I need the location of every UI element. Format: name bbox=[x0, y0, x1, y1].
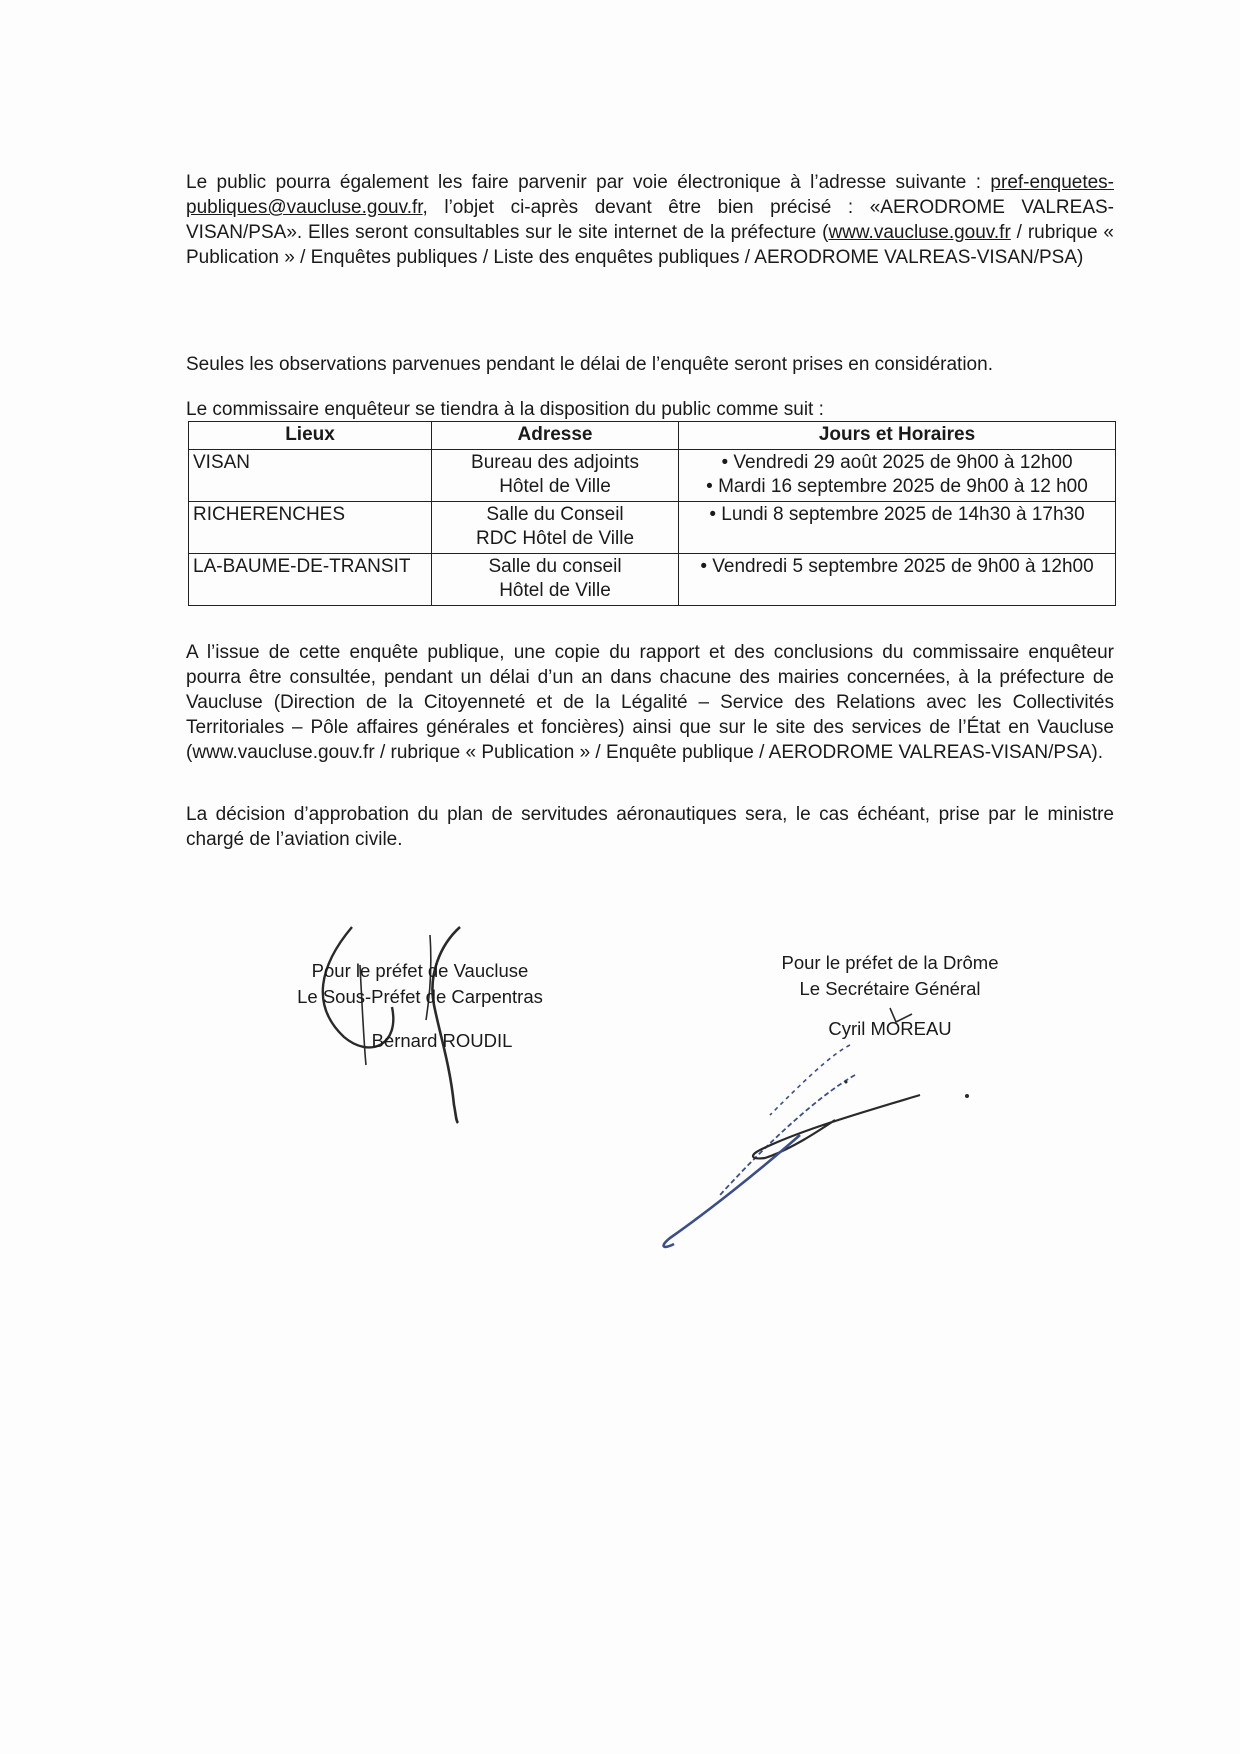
header-horaires: Jours et Horaires bbox=[679, 422, 1116, 450]
signature-right-line1: Pour le préfet de la Drôme bbox=[781, 952, 999, 973]
intro-after-website: / rubrique « Publication » / Enquêtes publiques / Liste des enquêtes publiques / AERODROME VALREAS-VISAN/PSA) bbox=[186, 222, 1114, 268]
address-line: Hôtel de Ville bbox=[499, 580, 611, 601]
table-row bbox=[189, 554, 1116, 606]
email-link[interactable]: pref-enquetes-publiques@vaucluse.gouv.fr bbox=[186, 172, 1114, 218]
hours-line: • Vendredi 5 septembre 2025 de 9h00 à 12h00 bbox=[700, 556, 1094, 577]
website-link[interactable]: www.vaucluse.gouv.fr bbox=[828, 222, 1011, 243]
table-row bbox=[189, 502, 1116, 554]
intro-line1: Le public pourra également les faire parvenir par voie électronique à l’adresse suivante : bbox=[186, 172, 982, 193]
row-place: LA-BAUME-DE-TRANSIT bbox=[189, 554, 432, 606]
row-address bbox=[432, 450, 679, 502]
address-line: Hôtel de Ville bbox=[499, 476, 611, 497]
header-adresse: Adresse bbox=[432, 422, 679, 450]
decision-paragraph: La décision d’approbation du plan de servitudes aéronautiques sera, le cas échéant, prise par le ministre chargé de l’aviation civile. bbox=[186, 804, 1114, 850]
table-row bbox=[189, 450, 1116, 502]
signature-right-name: Cyril MOREAU bbox=[828, 1018, 952, 1039]
commissaire-intro: Le commissaire enquêteur se tiendra à la disposition du public comme suit : bbox=[186, 399, 824, 420]
signature-left-line1: Pour le préfet de Vaucluse bbox=[311, 960, 529, 981]
row-address bbox=[432, 554, 679, 606]
address-line: Bureau des adjoints bbox=[471, 452, 639, 473]
signature-right-line2: Le Secrétaire Général bbox=[799, 978, 981, 999]
observations-note: Seules les observations parvenues pendant le délai de l’enquête seront prises en considération. bbox=[186, 354, 993, 375]
address-line: Salle du conseil bbox=[488, 556, 622, 577]
row-hours bbox=[679, 502, 1116, 554]
intro-after-email: , l’objet ci-après devant être bien précisé : «AERODROME VALREAS-VISAN/PSA». Elles seront consultables sur le site internet de la préfecture ( bbox=[186, 197, 1114, 243]
row-place: VISAN bbox=[189, 450, 432, 502]
row-hours bbox=[679, 554, 1116, 606]
intro-paragraph bbox=[186, 170, 1114, 270]
row-place: RICHERENCHES bbox=[189, 502, 432, 554]
header-lieux: Lieux bbox=[189, 422, 432, 450]
signature-block-left bbox=[270, 958, 570, 1054]
conclusion-paragraph: A l’issue de cette enquête publique, une copie du rapport et des conclusions du commissaire enquêteur pourra être consultée, pendant un délai d’un an dans chacune des mairies concernées, à la préfecture de Vaucluse (Direction de la Citoyenneté et de la Légalité – Service des Relations avec les Collectivités Territoriales – Pôle affaires générales et foncières) ainsi que sur le site des services de l’État en Vaucluse (www.vaucluse.gouv.fr / rubrique « Publication » / Enquête publique / AERODROME VALREAS-VISAN/PSA). bbox=[186, 642, 1114, 763]
hours-line: • Lundi 8 septembre 2025 de 14h30 à 17h30 bbox=[709, 504, 1085, 525]
signature-left-name: Bernard ROUDIL bbox=[371, 1030, 513, 1051]
table-header-row bbox=[189, 422, 1116, 450]
row-hours bbox=[679, 450, 1116, 502]
address-line: RDC Hôtel de Ville bbox=[475, 528, 635, 549]
address-line: Salle du Conseil bbox=[486, 504, 624, 525]
schedule-table bbox=[188, 421, 1116, 606]
hours-line: • Mardi 16 septembre 2025 de 9h00 à 12 h00 bbox=[706, 476, 1088, 497]
hours-line: • Vendredi 29 août 2025 de 9h00 à 12h00 bbox=[721, 452, 1073, 473]
signature-left-line2: Le Sous-Préfet de Carpentras bbox=[297, 986, 543, 1007]
row-address bbox=[432, 502, 679, 554]
signature-block-right bbox=[740, 950, 1040, 1042]
